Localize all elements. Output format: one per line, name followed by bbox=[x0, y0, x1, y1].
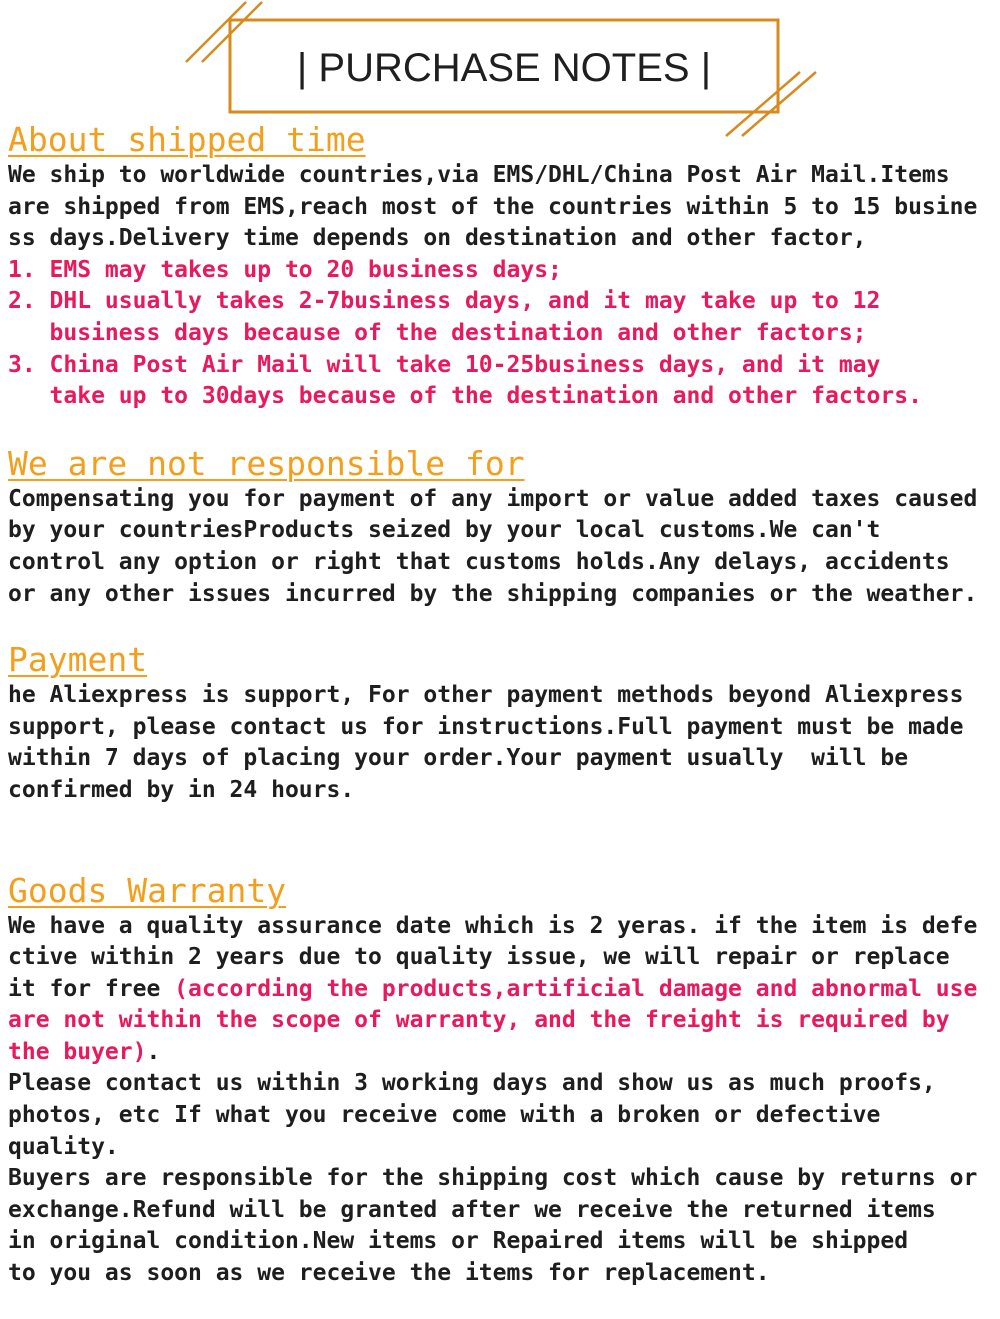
shipped-time-list-item: 1. EMS may takes up to 20 business days; bbox=[8, 256, 562, 283]
warranty-heading: Goods Warranty bbox=[8, 870, 287, 910]
shipped-time-line: are shipped from EMS,reach most of the countries within 5 to 15 busine bbox=[8, 193, 978, 220]
warranty-line: Please contact us within 3 working days and show us as much proofs, bbox=[8, 1070, 936, 1097]
banner-title: | PURCHASE NOTES | bbox=[296, 45, 712, 90]
warranty-condition-text: (according the products,artificial damage and abnormal use bbox=[174, 975, 978, 1002]
shipped-time-list-item: business days because of the destination and other factors; bbox=[8, 319, 867, 346]
warranty-line: We have a quality assurance date which is 2 yeras. if the item is defe bbox=[8, 912, 978, 939]
warranty-condition-text: the buyer) bbox=[8, 1038, 147, 1065]
payment-line: support, please contact us for instructions.Full payment must be made bbox=[8, 713, 964, 740]
warranty-line bbox=[8, 1037, 993, 1069]
warranty-line: exchange.Refund will be granted after we receive the returned items bbox=[8, 1196, 936, 1223]
warranty-line: quality. bbox=[8, 1133, 119, 1160]
payment-line: confirmed by in 24 hours. bbox=[8, 776, 355, 803]
not-responsible-line: or any other issues incurred by the shipping companies or the weather. bbox=[8, 580, 978, 607]
not-responsible-line: by your countriesProducts seized by your local customs.We can't bbox=[8, 517, 881, 544]
warranty-line: photos, etc If what you receive come with a broken or defective bbox=[8, 1102, 881, 1129]
warranty-line bbox=[8, 974, 993, 1006]
not-responsible-line: control any option or right that customs holds.Any delays, accidents bbox=[8, 548, 950, 575]
payment-line: he Aliexpress is support, For other payment methods beyond Aliexpress bbox=[8, 682, 964, 709]
shipped-time-list-item: 2. DHL usually takes 2-7business days, and it may take up to 12 bbox=[8, 288, 881, 315]
notes-content bbox=[8, 120, 993, 1290]
warranty-line: Buyers are responsible for the shipping cost which cause by returns or bbox=[8, 1165, 978, 1192]
warranty-line: in original condition.New items or Repaired items will be shipped bbox=[8, 1228, 909, 1255]
purchase-notes-banner bbox=[0, 0, 1000, 140]
warranty-line: ctive within 2 years due to quality issue, we will repair or replace bbox=[8, 944, 950, 971]
not-responsible-heading: We are not responsible for bbox=[8, 443, 525, 483]
shipped-time-line: ss days.Delivery time depends on destination and other factor, bbox=[8, 225, 867, 252]
shipped-time-list-item: 3. China Post Air Mail will take 10-25business days, and it may bbox=[8, 351, 881, 378]
payment-heading: Payment bbox=[8, 640, 148, 680]
shipped-time-line: We ship to worldwide countries,via EMS/DHL/China Post Air Mail.Items bbox=[8, 162, 950, 188]
not-responsible-line: Compensating you for payment of any import or value added taxes caused bbox=[8, 485, 978, 512]
warranty-line: to you as soon as we receive the items for replacement. bbox=[8, 1260, 770, 1287]
shipped-time-heading: About shipped time bbox=[8, 120, 366, 159]
shipped-time-list-item: take up to 30days because of the destination and other factors. bbox=[8, 383, 922, 410]
warranty-text: . bbox=[146, 1038, 161, 1065]
warranty-text: it for free bbox=[8, 975, 175, 1002]
warranty-condition-line: are not within the scope of warranty, and the freight is required by bbox=[8, 1007, 950, 1034]
payment-line: within 7 days of placing your order.Your payment usually will be bbox=[8, 745, 909, 772]
